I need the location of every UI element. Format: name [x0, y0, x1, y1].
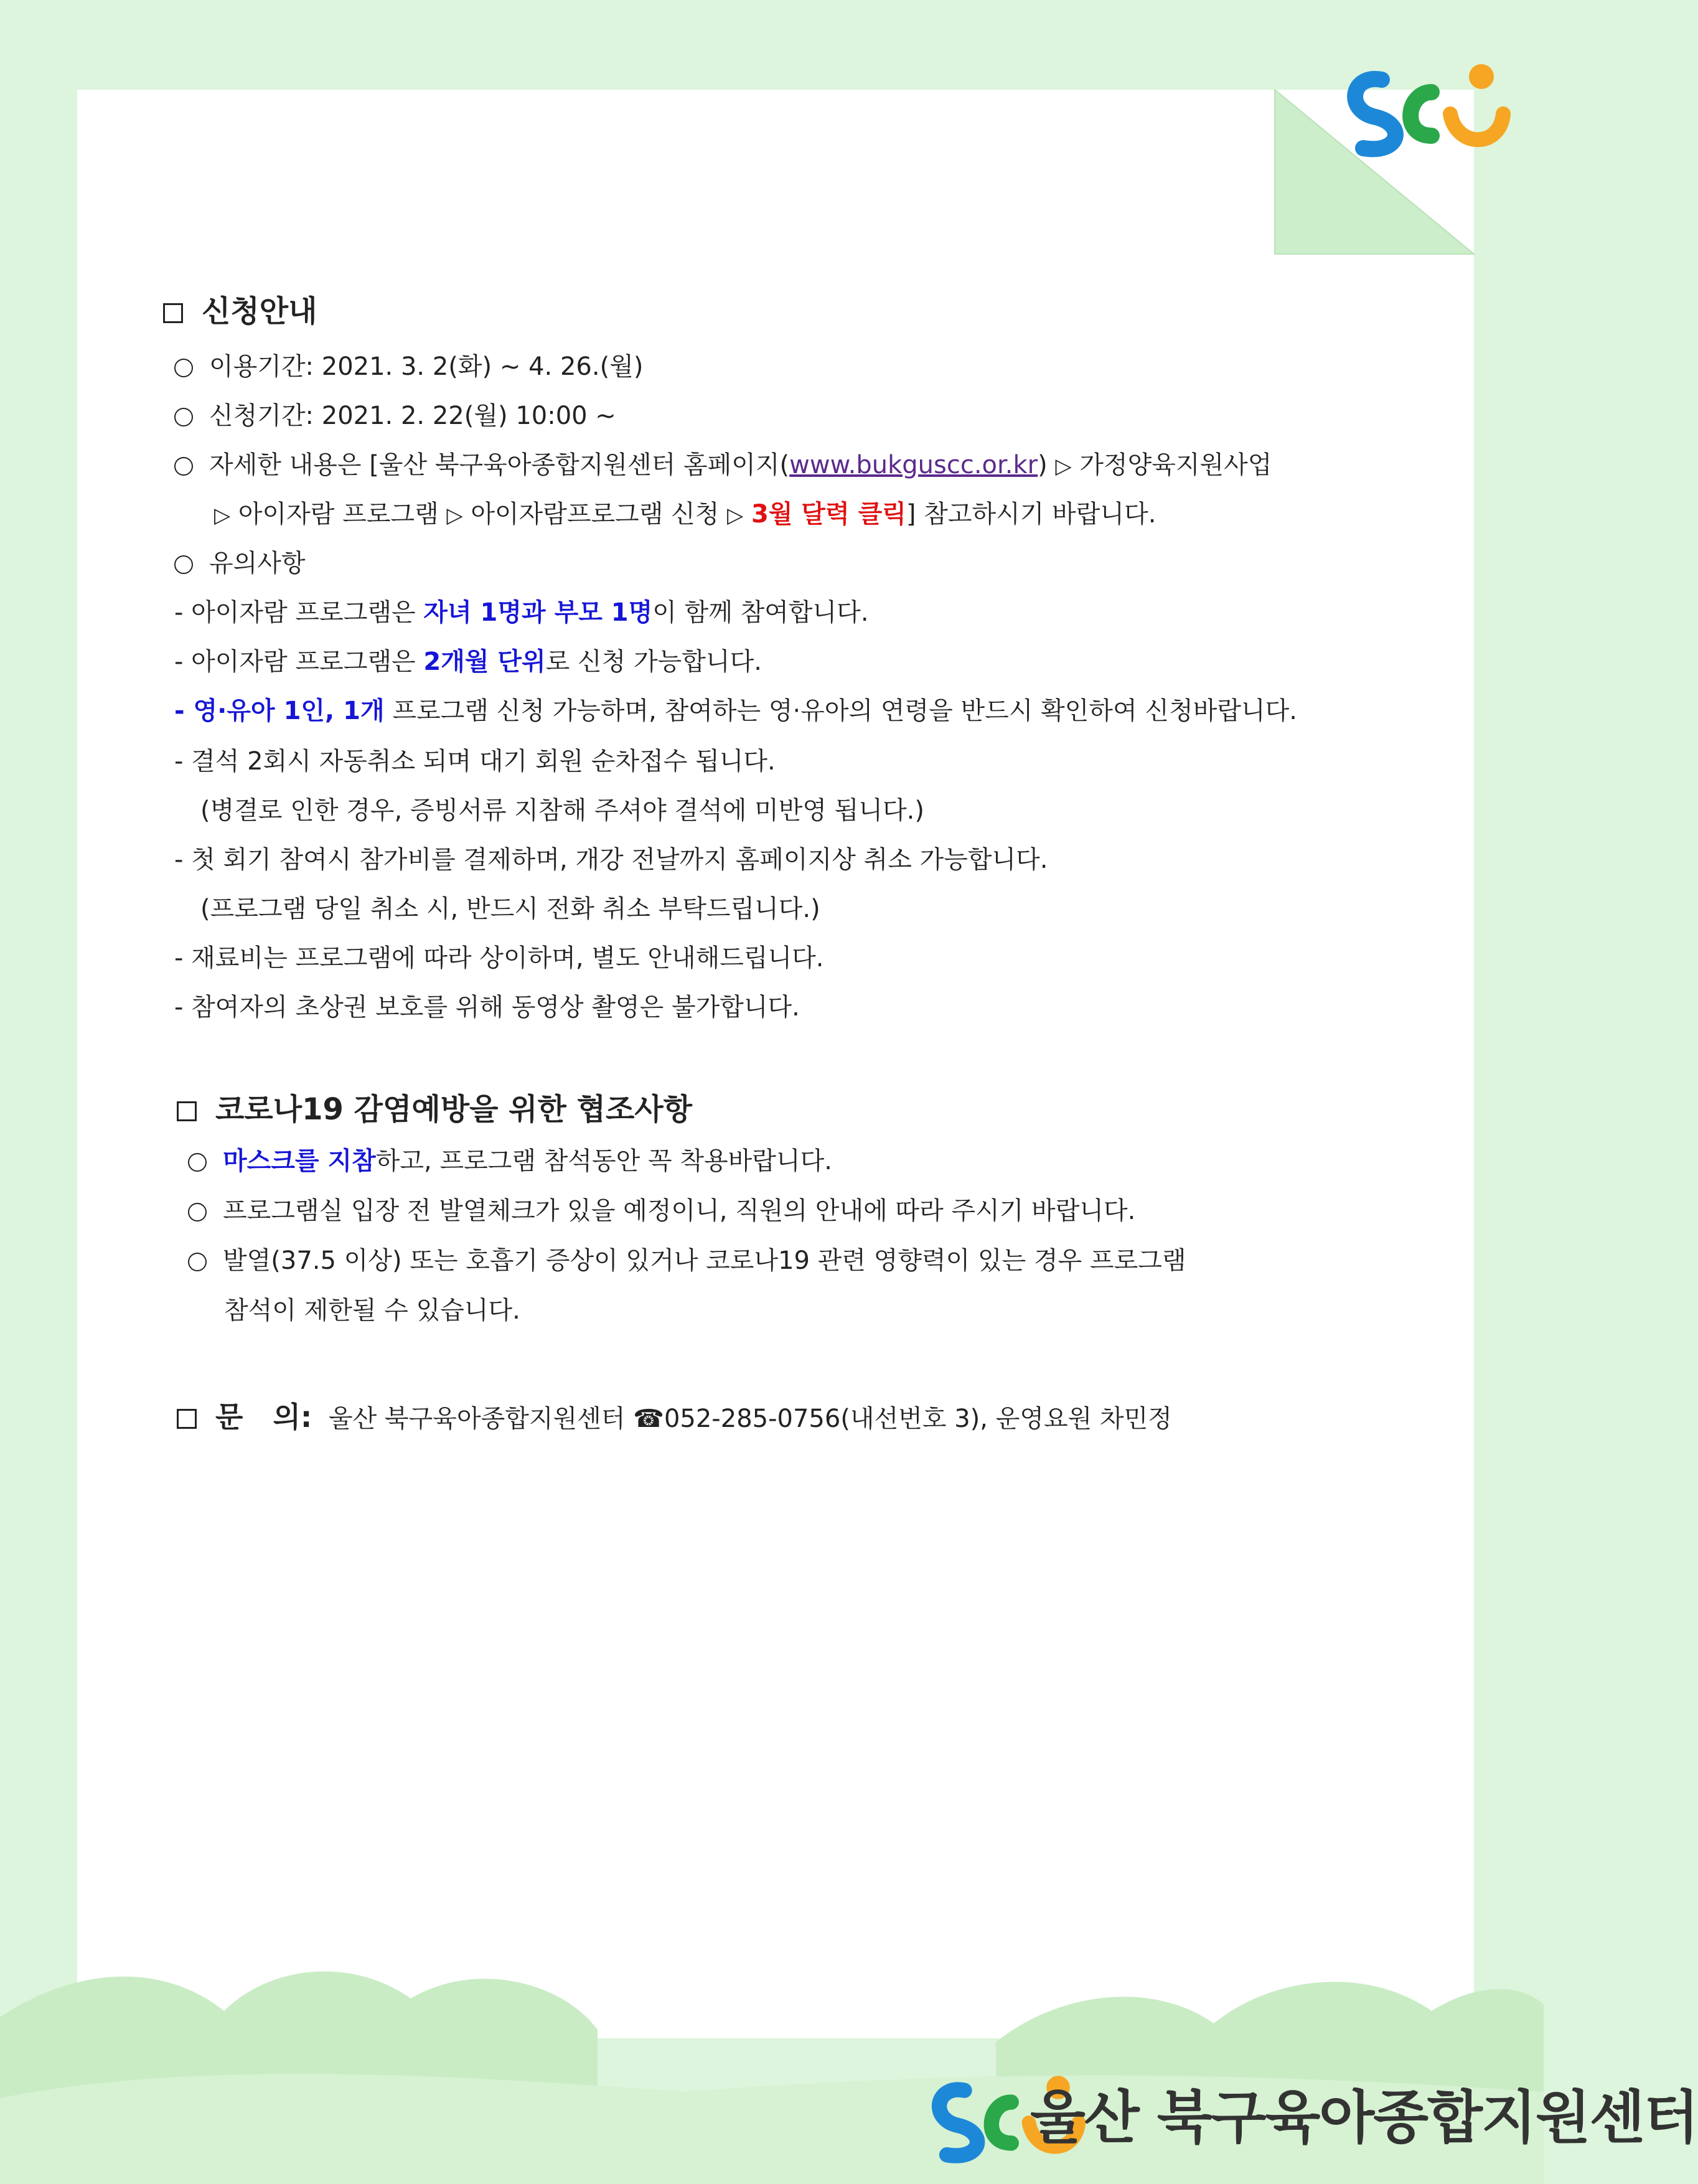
- note-subitem: (병결로 인한 경우, 증빙서류 지참해 주셔야 결석에 미반영 됩니다.): [200, 796, 924, 825]
- homepage-link[interactable]: www.bukguscc.or.kr: [789, 451, 1038, 479]
- center-logo-icon: [1338, 55, 1519, 161]
- note-item: - 영·유아 1인, 1개 프로그램 신청 가능하며, 참여하는 영·유아의 연령을 반드시 확인하여 신청바랍니다.: [174, 697, 1297, 725]
- checkbox-square-icon: [177, 1409, 197, 1429]
- note-item: - 재료비는 프로그램에 따라 상이하며, 별도 안내해드립니다.: [174, 944, 824, 972]
- covid-item: 마스크를 지참하고, 프로그램 참석동안 꼭 착용바랍니다.: [188, 1144, 832, 1178]
- covid-item: 프로그램실 입장 전 발열체크가 있을 예정이니, 직원의 안내에 따라 주시기 바랍니다.: [188, 1194, 1135, 1228]
- note-subitem: (프로그램 당일 취소 시, 반드시 전화 취소 부탁드립니다.): [200, 895, 820, 923]
- circle-bullet-icon: [188, 1153, 207, 1172]
- note-item: - 참여자의 초상권 보호를 위해 동영상 촬영은 불가합니다.: [174, 993, 800, 1022]
- note-item: - 아이자람 프로그램은 자녀 1명과 부모 1명이 함께 참여합니다.: [174, 598, 869, 627]
- note-item: - 첫 회기 참여시 참가비를 결제하며, 개강 전날까지 홈페이지상 취소 가능합니다.: [174, 845, 1048, 874]
- note-item: - 결석 2회시 자동취소 되며 대기 회원 순차접수 됩니다.: [174, 747, 776, 776]
- covid-item: 발열(37.5 이상) 또는 호흡기 증상이 있거나 코로나19 관련 영향력이 있는 경우 프로그램: [188, 1244, 1186, 1278]
- circle-bullet-icon: [174, 408, 193, 426]
- checkbox-square-icon: [177, 1101, 197, 1121]
- covid-subitem: 참석이 제한될 수 있습니다.: [224, 1296, 520, 1325]
- detail-path-line: ▷ 아이자람 프로그램 ▷ 아이자람프로그램 신청 ▷ 3월 달력 클릭] 참고하시기 바랍니다.: [214, 500, 1156, 529]
- contact-label: 문 의:: [215, 1400, 312, 1434]
- contact-line: [177, 1397, 1172, 1437]
- detail-line: 자세한 내용은 [울산 북구육아종합지원센터 홈페이지(www.bukguscc.or.kr) ▷ 가정양육지원사업: [174, 448, 1272, 483]
- calendar-click-note: 3월 달력 클릭: [751, 500, 906, 529]
- circle-bullet-icon: [174, 359, 193, 377]
- circle-bullet-icon: [188, 1253, 207, 1271]
- circle-bullet-icon: [174, 457, 193, 476]
- period-apply-line: 신청기간: 2021. 2. 22(월) 10:00 ~: [174, 399, 616, 433]
- arrow-right-icon: ▷: [446, 503, 463, 528]
- section-heading-application: 신청안내: [163, 291, 317, 331]
- note-item: - 아이자람 프로그램은 2개월 단위로 신청 가능합니다.: [174, 647, 762, 676]
- notes-heading: 유의사항: [174, 547, 306, 580]
- circle-bullet-icon: [174, 555, 193, 574]
- section-heading-covid: 코로나19 감염예방을 위한 협조사항: [177, 1090, 692, 1129]
- arrow-right-icon: ▷: [214, 503, 231, 528]
- arrow-right-icon: ▷: [727, 503, 744, 528]
- footer-org-name: 울산 북구육아종합지원센터: [1030, 2084, 1698, 2151]
- period-use-line: 이용기간: 2021. 3. 2(화) ~ 4. 26.(월): [174, 350, 643, 384]
- circle-bullet-icon: [188, 1203, 207, 1221]
- arrow-right-icon: ▷: [1055, 454, 1072, 479]
- checkbox-square-icon: [163, 303, 183, 323]
- contact-text: 울산 북구육아종합지원센터 ☎052-285-0756(내선번호 3), 운영요원 차민정: [329, 1405, 1172, 1433]
